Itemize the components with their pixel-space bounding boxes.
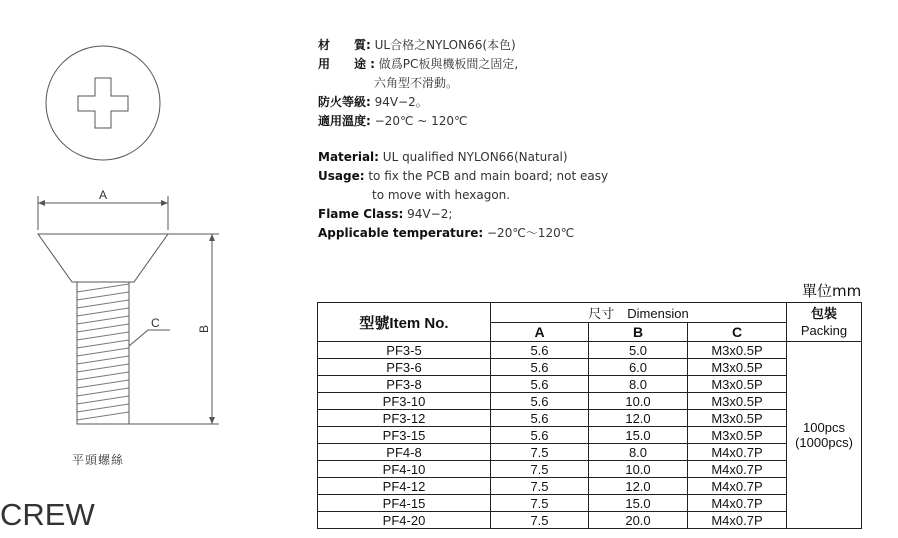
table-row [318,393,862,410]
b-cell: 8.0 [589,444,688,461]
c-cell: M4x0.7P [688,478,787,495]
table-row [318,410,862,427]
c-cell: M4x0.7P [688,512,787,529]
dimension-c-label: C [151,316,160,330]
item-cell: PF3-8 [318,376,491,393]
a-cell: 7.5 [491,478,589,495]
drawing-caption: 平頭螺絲 [72,453,125,467]
b-cell: 10.0 [589,393,688,410]
b-cell: 6.0 [589,359,688,376]
packing-header: 包裝 Packing [787,303,862,342]
b-cell: 20.0 [589,512,688,529]
spec-en-material: Material: UL qualified NYLON66(Natural) [318,150,568,164]
unit-label: 單位mm [802,282,862,300]
screw-head-top-view [46,46,160,160]
item-cell: PF4-8 [318,444,491,461]
table-row [318,376,862,393]
item-cell: PF3-6 [318,359,491,376]
col-a-header: A [491,323,589,342]
c-cell: M3x0.5P [688,427,787,444]
a-cell: 5.6 [491,359,589,376]
spec-en-usage: Usage: to fix the PCB and main board; not easy [318,169,609,183]
b-cell: 15.0 [589,495,688,512]
table-row [318,359,862,376]
dimension-header: 尺寸 Dimension [491,303,787,323]
c-cell: M3x0.5P [688,393,787,410]
b-cell: 12.0 [589,410,688,427]
product-title-fragment: CREW [0,497,95,532]
a-cell: 7.5 [491,461,589,478]
b-cell: 5.0 [589,342,688,359]
a-cell: 5.6 [491,342,589,359]
spec-cn-temperature: 適用溫度: −20℃ ~ 120℃ [318,114,468,128]
phillips-cross-icon [78,78,128,128]
c-cell: M4x0.7P [688,495,787,512]
c-cell: M4x0.7P [688,444,787,461]
table-row [318,478,862,495]
item-cell: PF4-20 [318,512,491,529]
spec-en-usage-cont: to move with hexagon. [372,188,511,202]
packing-value-cell: 100pcs (1000pcs) [787,342,862,529]
spec-cn-usage-cont: 六角型不滑動。 [374,76,459,90]
b-cell: 12.0 [589,478,688,495]
thread-lines [77,284,129,420]
a-cell: 7.5 [491,495,589,512]
c-cell: M4x0.7P [688,461,787,478]
a-cell: 5.6 [491,410,589,427]
item-cell: PF3-12 [318,410,491,427]
screw-head-side-view [38,234,168,282]
a-cell: 7.5 [491,444,589,461]
table-row [318,461,862,478]
c-cell: M3x0.5P [688,410,787,427]
col-c-header: C [688,323,787,342]
item-no-header: 型號Item No. [318,303,491,342]
spec-cn-material: 材 質: UL合格之NYLON66(本色) [318,38,516,52]
table-row [318,342,862,359]
dimension-table [317,302,862,529]
spec-cn-flame: 防火等級: 94V−2。 [318,95,428,109]
item-cell: PF3-5 [318,342,491,359]
spec-cn-usage: 用 途 : 做爲PC板與機板間之固定, [318,57,519,71]
spec-en-temperature: Applicable temperature: −20℃～120℃ [318,226,575,240]
a-cell: 5.6 [491,376,589,393]
item-cell: PF3-15 [318,427,491,444]
item-cell: PF4-12 [318,478,491,495]
dimension-a-label: A [99,188,108,202]
item-cell: PF4-10 [318,461,491,478]
c-cell: M3x0.5P [688,342,787,359]
b-cell: 8.0 [589,376,688,393]
table-row [318,444,862,461]
dimension-c-leader [129,330,170,346]
spec-en-flame: Flame Class: 94V−2; [318,207,453,221]
screw-technical-drawing [0,0,300,538]
item-cell: PF3-10 [318,393,491,410]
dimension-b-label: B [197,324,211,333]
col-b-header: B [589,323,688,342]
b-cell: 15.0 [589,427,688,444]
table-row [318,427,862,444]
item-cell: PF4-15 [318,495,491,512]
a-cell: 5.6 [491,427,589,444]
table-row [318,512,862,529]
c-cell: M3x0.5P [688,376,787,393]
b-cell: 10.0 [589,461,688,478]
a-cell: 7.5 [491,512,589,529]
c-cell: M3x0.5P [688,359,787,376]
table-row [318,495,862,512]
specifications-block [318,36,758,243]
a-cell: 5.6 [491,393,589,410]
